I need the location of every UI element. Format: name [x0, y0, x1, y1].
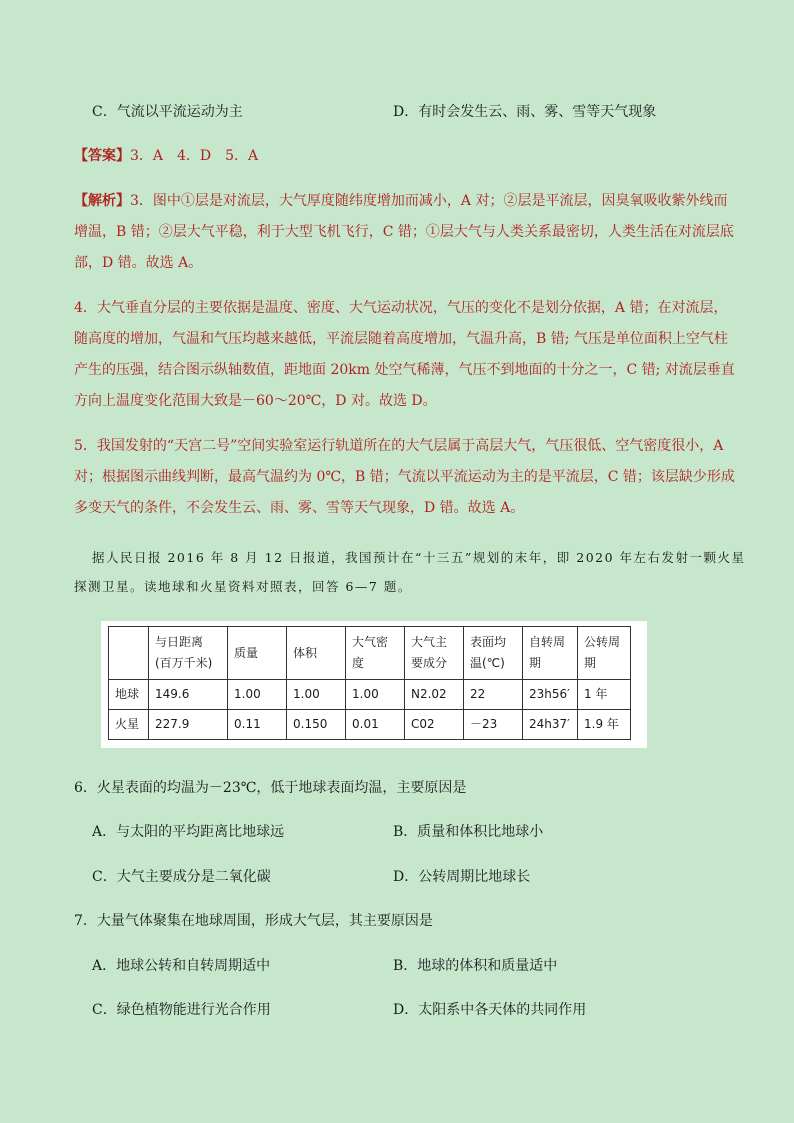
- table-header-cell: 自转周 期: [523, 627, 578, 680]
- table-cell: －23: [464, 710, 523, 740]
- table-cell: 1.00: [346, 680, 405, 710]
- table-row-mars: [109, 710, 631, 740]
- analysis-p4-line-1: 4．大气垂直分层的主要依据是温度、密度、大气运动状况，气压的变化不是划分依据，A 错；在对流层，: [74, 300, 728, 316]
- table-cell: 火星: [109, 710, 149, 740]
- q7-option-a: A．地球公转和自转周期适中: [92, 958, 271, 974]
- table-header-cell: 表面均 温(℃): [464, 627, 523, 680]
- table-header-row: [109, 627, 631, 680]
- analysis-p5-line-3: 多变天气的条件，不会发生云、雨、雾、雪等天气现象，D 错。故选 A。: [74, 500, 525, 516]
- answer-line: [74, 146, 258, 166]
- analysis-p3-line-1: [74, 191, 727, 211]
- q6-option-d: D．公转周期比地球长: [393, 869, 531, 885]
- q5-option-d: D．有时会发生云、雨、雾、雪等天气现象: [393, 104, 657, 120]
- table-cell: 23h56′: [523, 680, 578, 710]
- table-cell: 1.00: [287, 680, 346, 710]
- q6-option-a: A．与太阳的平均距离比地球远: [92, 824, 285, 840]
- table-header-cell: 公转周 期: [578, 627, 631, 680]
- analysis-p4-line-2: 随高度的增加，气温和气压均越来越低，平流层随着高度增加，气温升高，B 错; 气压是单位面积上空气柱: [74, 331, 728, 347]
- table-cell: 24h37′: [523, 710, 578, 740]
- analysis-p4-line-4: 方向上温度变化范围大致是－60～20℃，D 对。故选 D。: [74, 393, 437, 409]
- table-cell: 227.9: [149, 710, 228, 740]
- table-header-cell: 体积: [287, 627, 346, 680]
- q5-option-c: C．气流以平流运动为主: [92, 104, 243, 120]
- table-header-cell: 与日距离 (百万千米): [149, 627, 228, 680]
- analysis-label: 【解析】: [74, 193, 130, 209]
- table-cell: 22: [464, 680, 523, 710]
- analysis-p3-text-1: 3．图中①层是对流层，大气厚度随纬度增加而减小，A 对；②层是平流层，因臭氧吸收紫外线而: [130, 193, 728, 209]
- q6-stem: 6．火星表面的均温为－23℃，低于地球表面均温，主要原因是: [74, 780, 467, 796]
- table-cell: 0.01: [346, 710, 405, 740]
- earth-mars-table: [108, 626, 631, 740]
- table-cell: 0.150: [287, 710, 346, 740]
- table-cell: 1.00: [228, 680, 287, 710]
- table-cell: N2.02: [405, 680, 464, 710]
- q7-option-d: D．太阳系中各天体的共同作用: [393, 1002, 587, 1018]
- q7-option-b: B．地球的体积和质量适中: [393, 958, 558, 974]
- analysis-p5-line-1: 5．我国发射的“天宫二号”空间实验室运行轨道所在的大气层属于高层大气，气压很低、空气密度很小，A: [74, 438, 724, 454]
- table-header-cell: 大气主 要成分: [405, 627, 464, 680]
- table-cell: 地球: [109, 680, 149, 710]
- q7-stem: 7．大量气体聚集在地球周围，形成大气层，其主要原因是: [74, 913, 433, 929]
- table-header-cell: 质量: [228, 627, 287, 680]
- table-cell: 149.6: [149, 680, 228, 710]
- table-cell: 0.11: [228, 710, 287, 740]
- intro-line-1: 据人民日报 2016 年 8 月 12 日报道，我国预计在“十三五”规划的末年，即 2020 年左右发射一颗火星: [92, 550, 746, 565]
- analysis-p3-line-3: 部，D 错。故选 A。: [74, 255, 203, 271]
- table-cell: 1.9 年: [578, 710, 631, 740]
- table-cell: 1 年: [578, 680, 631, 710]
- analysis-p4-line-3: 产生的压强，结合图示纵轴数值，距地面 20km 处空气稀薄，气压不到地面的十分之一，C 错; 对流层垂直: [74, 362, 735, 378]
- intro-line-2: 探测卫星。读地球和火星资料对照表，回答 6—7 题。: [74, 579, 412, 594]
- analysis-p3-line-2: 增温，B 错；②层大气平稳，利于大型飞机飞行，C 错；①层大气与人类关系最密切，人类生活在对流层底: [74, 224, 734, 240]
- q6-option-c: C．大气主要成分是二氧化碳: [92, 869, 271, 885]
- q6-option-b: B．质量和体积比地球小: [393, 824, 544, 840]
- q7-option-c: C．绿色植物能进行光合作用: [92, 1002, 271, 1018]
- answer-text: 3．A 4．D 5．A: [130, 148, 259, 164]
- answer-label: 【答案】: [74, 148, 130, 164]
- table-row-earth: [109, 680, 631, 710]
- analysis-p5-line-2: 对；根据图示曲线判断，最高气温约为 0℃，B 错；气流以平流运动为主的是平流层，C 错；该层缺少形成: [74, 469, 735, 485]
- table-header-cell: 大气密 度: [346, 627, 405, 680]
- table-header-cell: [109, 627, 149, 680]
- earth-mars-table-panel: [101, 621, 647, 748]
- table-cell: C02: [405, 710, 464, 740]
